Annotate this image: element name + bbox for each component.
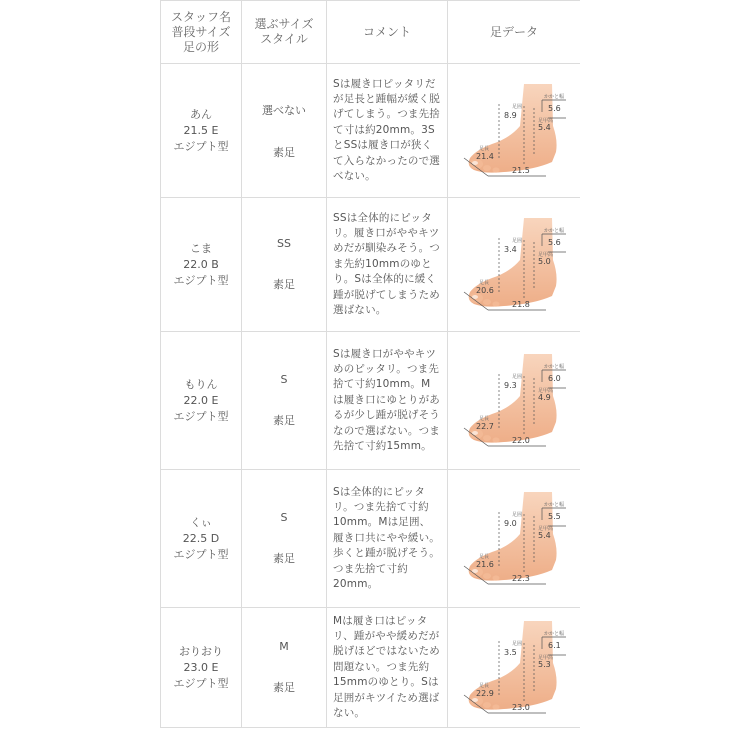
value-d: 6.1 bbox=[548, 641, 561, 650]
usual-size: 22.0 E bbox=[183, 393, 219, 407]
header-style-line1: 選ぶサイズ bbox=[254, 17, 314, 31]
wear-style: 素足 bbox=[273, 278, 295, 291]
label-instep: 足甲高 bbox=[538, 118, 554, 124]
staff-name: こま bbox=[190, 241, 212, 255]
style-cell bbox=[242, 332, 327, 470]
value-e: 5.4 bbox=[538, 531, 551, 540]
header-staff-line3: 足の形 bbox=[182, 39, 219, 54]
label-instep: 足甲高 bbox=[538, 252, 554, 258]
selected-size: S bbox=[280, 373, 288, 386]
foot-shape: エジプト型 bbox=[173, 409, 229, 423]
table-row bbox=[161, 470, 581, 608]
header-staff-line2: 普段サイズ bbox=[171, 24, 231, 39]
foot-illustration bbox=[454, 212, 574, 317]
selected-size: M bbox=[279, 640, 289, 653]
staff-cell bbox=[161, 64, 242, 198]
usual-size: 22.5 D bbox=[182, 531, 220, 545]
selected-size: SS bbox=[277, 237, 291, 250]
label-ball-width: かかと幅 bbox=[544, 94, 565, 100]
label-instep-height: 足囲 bbox=[512, 238, 523, 244]
foot-illustration bbox=[454, 78, 574, 183]
comment-text: Sは履き口がややキツめのピッタリ。つま先捨て寸約10mm。Mは履き口にゆとりがあるが少し踵が脱げそうなので選ばない。つま先捨て寸約15mm。 bbox=[333, 347, 440, 453]
comment-text: SSは全体的にピッタリ。履き口がややキツめだが馴染みそう。つま先約10mmのゆとり。Sは全体的に緩く踵が脱げてしまうため選ばない。 bbox=[333, 211, 440, 317]
style-cell bbox=[242, 64, 327, 198]
label-instep-height: 足囲 bbox=[512, 374, 523, 380]
label-foot-length: 足長 bbox=[479, 146, 490, 152]
foot-data-cell bbox=[448, 608, 581, 728]
usual-size: 23.0 E bbox=[183, 660, 219, 674]
label-instep-height: 足囲 bbox=[512, 104, 523, 110]
header-style bbox=[242, 1, 327, 64]
value-c: 22.0 bbox=[512, 436, 530, 445]
value-a: 3.4 bbox=[504, 245, 517, 254]
header-style-line2: スタイル bbox=[260, 32, 308, 46]
staff-name: おりおり bbox=[179, 644, 223, 658]
value-b: 21.6 bbox=[476, 560, 494, 569]
value-e: 5.3 bbox=[538, 660, 551, 669]
selected-size: S bbox=[280, 511, 288, 524]
foot-shape: エジプト型 bbox=[173, 139, 229, 153]
value-e: 4.9 bbox=[538, 393, 551, 402]
value-b: 20.6 bbox=[476, 286, 494, 295]
value-d: 5.6 bbox=[548, 104, 561, 113]
foot-shape: エジプト型 bbox=[173, 676, 229, 690]
foot-shape: エジプト型 bbox=[173, 547, 229, 561]
label-ball-width: かかと幅 bbox=[544, 631, 565, 637]
header-comment: コメント bbox=[327, 1, 448, 64]
comment-text: Mは履き口はピッタリ、踵がやや緩めだが脱げほどではないため問題ない。つま先約15mmのゆとり。Sは足囲がキツイため選ばない。 bbox=[333, 614, 440, 720]
value-a: 3.5 bbox=[504, 648, 517, 657]
style-cell bbox=[242, 198, 327, 332]
value-d: 6.0 bbox=[548, 374, 561, 383]
header-foot-data: 足データ bbox=[448, 1, 581, 64]
label-ball-width: かかと幅 bbox=[544, 228, 565, 234]
selected-size: 選べない bbox=[262, 103, 306, 117]
staff-name: くぃ bbox=[190, 515, 212, 529]
value-c: 21.8 bbox=[512, 300, 530, 309]
label-instep: 足甲高 bbox=[538, 655, 554, 661]
value-a: 8.9 bbox=[504, 111, 517, 120]
value-c: 21.5 bbox=[512, 166, 530, 175]
value-d: 5.6 bbox=[548, 238, 561, 247]
wear-style: 素足 bbox=[273, 414, 295, 427]
label-foot-length: 足長 bbox=[479, 554, 490, 560]
staff-cell bbox=[161, 608, 242, 728]
comment-cell bbox=[327, 470, 448, 608]
value-b: 22.9 bbox=[476, 689, 494, 698]
usual-size: 22.0 B bbox=[183, 257, 219, 271]
label-instep: 足甲高 bbox=[538, 526, 554, 532]
staff-cell bbox=[161, 470, 242, 608]
table-row bbox=[161, 64, 581, 198]
value-b: 21.4 bbox=[476, 152, 494, 161]
table-row bbox=[161, 608, 581, 728]
foot-illustration bbox=[454, 486, 574, 591]
comment-text: Sは履き口ピッタリだが足長と踵幅が緩く脱げてしまう。つま先捨て寸は約20mm。3SとSSは履き口が狭くて入らなかったので選べない。 bbox=[333, 77, 440, 183]
value-e: 5.4 bbox=[538, 123, 551, 132]
foot-data-cell bbox=[448, 198, 581, 332]
header-row bbox=[161, 1, 581, 64]
foot-data-cell bbox=[448, 470, 581, 608]
value-c: 23.0 bbox=[512, 703, 530, 712]
label-instep: 足甲高 bbox=[538, 388, 554, 394]
label-instep-height: 足囲 bbox=[512, 641, 523, 647]
size-comparison-table bbox=[160, 0, 580, 728]
header-staff bbox=[161, 1, 242, 64]
label-foot-length: 足長 bbox=[479, 416, 490, 422]
label-foot-length: 足長 bbox=[479, 280, 490, 286]
staff-cell bbox=[161, 198, 242, 332]
staff-cell bbox=[161, 332, 242, 470]
table-row bbox=[161, 332, 581, 470]
style-cell bbox=[242, 470, 327, 608]
staff-name: もりん bbox=[184, 377, 218, 391]
value-d: 5.5 bbox=[548, 512, 561, 521]
foot-illustration bbox=[454, 348, 574, 453]
foot-data-cell bbox=[448, 332, 581, 470]
foot-shape: エジプト型 bbox=[173, 273, 229, 287]
style-cell bbox=[242, 608, 327, 728]
label-foot-length: 足長 bbox=[479, 683, 490, 689]
wear-style: 素足 bbox=[273, 681, 295, 694]
foot-illustration bbox=[454, 615, 574, 720]
comment-cell bbox=[327, 608, 448, 728]
header-staff-line1: スタッフ名 bbox=[170, 9, 231, 24]
wear-style: 素足 bbox=[273, 552, 295, 565]
label-ball-width: かかと幅 bbox=[544, 364, 565, 370]
comment-cell bbox=[327, 332, 448, 470]
value-b: 22.7 bbox=[476, 422, 494, 431]
value-a: 9.0 bbox=[504, 519, 517, 528]
value-e: 5.0 bbox=[538, 257, 551, 266]
value-a: 9.3 bbox=[504, 381, 517, 390]
table-row bbox=[161, 198, 581, 332]
wear-style: 素足 bbox=[273, 145, 295, 159]
comment-cell bbox=[327, 198, 448, 332]
foot-data-cell bbox=[448, 64, 581, 198]
label-ball-width: かかと幅 bbox=[544, 502, 565, 508]
label-instep-height: 足囲 bbox=[512, 512, 523, 518]
usual-size: 21.5 E bbox=[183, 123, 219, 137]
value-c: 22.3 bbox=[512, 574, 530, 583]
staff-name: あん bbox=[190, 107, 212, 121]
size-table-container bbox=[160, 0, 580, 740]
comment-text: Sは全体的にピッタリ。つま先捨て寸約10mm。Mは足囲、履き口共にやや緩い。歩くと踵が脱げそう。つま先捨て寸約20mm。 bbox=[333, 485, 440, 591]
comment-cell bbox=[327, 64, 448, 198]
